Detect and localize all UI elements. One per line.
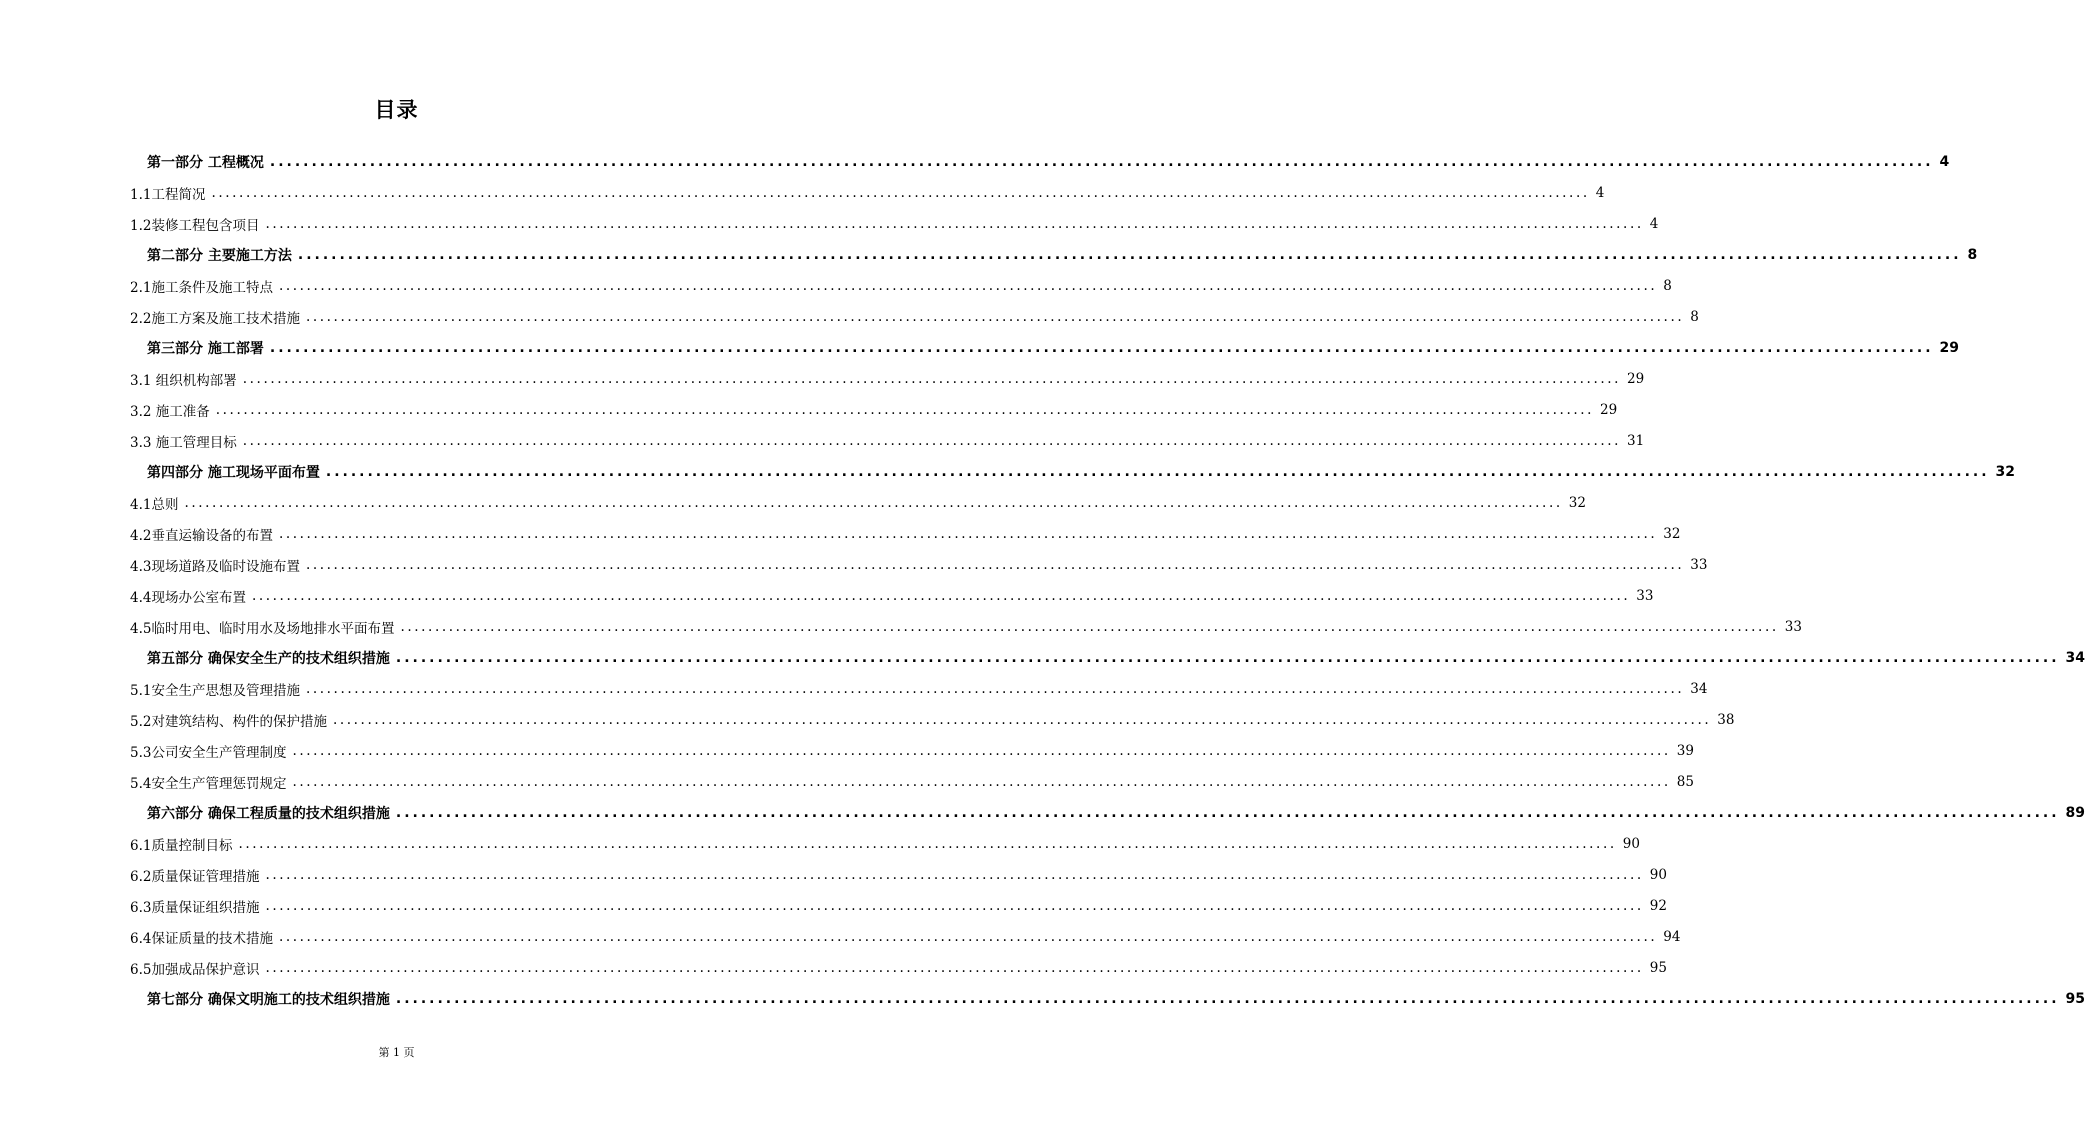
toc-entry-page: 33 — [1690, 556, 1708, 573]
toc-entry-page: 29 — [1939, 339, 1960, 356]
page-title: 目录 — [374, 98, 419, 122]
toc-section-entry[interactable] — [130, 952, 1667, 983]
toc-entry-page: 34 — [1690, 680, 1708, 697]
toc-entry-page: 95 — [1649, 959, 1667, 976]
toc-entry-label: 6.2质量保证管理措施 — [130, 868, 260, 885]
dot-leader: ........................................................................................................................................................................................................ — [269, 339, 1934, 356]
toc-entry-page: 94 — [1663, 928, 1681, 945]
toc-entry-label: 1.2装修工程包含项目 — [130, 217, 260, 234]
toc-section-entry[interactable] — [130, 394, 1618, 425]
toc-entry-label: 4.2垂直运输设备的布置 — [130, 527, 273, 544]
toc-entry-page: 33 — [1784, 618, 1802, 635]
toc-entry-label: 3.3 施工管理目标 — [130, 434, 237, 451]
page-number-footer: 第 1 页 — [378, 1046, 415, 1059]
dot-leader: ........................................................................................................................................................................................................ — [400, 618, 1779, 635]
toc-entry-label: 3.1 组织机构部署 — [130, 372, 237, 389]
toc-entry-label: 第三部分 施工部署 — [147, 340, 264, 357]
toc-entry-label: 2.1施工条件及施工特点 — [130, 279, 273, 296]
toc-part-entry[interactable] — [147, 797, 2085, 828]
toc-entry-page: 90 — [1649, 866, 1667, 883]
dot-leader: ........................................................................................................................................................................................................ — [395, 649, 2060, 666]
toc-part-entry[interactable] — [147, 332, 1960, 363]
dot-leader: ........................................................................................................................................................................................................ — [278, 277, 1658, 294]
toc-entry-page: 8 — [1690, 308, 1699, 325]
toc-entry-label: 5.4安全生产管理惩罚规定 — [130, 775, 287, 792]
toc-section-entry[interactable] — [130, 270, 1672, 301]
dot-leader: ........................................................................................................................................................................................................ — [269, 153, 1934, 170]
toc-section-entry[interactable] — [130, 704, 1735, 735]
toc-entry-page: 32 — [1663, 525, 1681, 542]
toc-part-entry[interactable] — [147, 456, 2016, 487]
toc-entry-label: 4.4现场办公室布置 — [130, 589, 246, 606]
toc-entry-label: 4.3现场道路及临时设施布置 — [130, 558, 300, 575]
toc-section-entry[interactable] — [130, 766, 1694, 797]
toc-section-entry[interactable] — [130, 921, 1681, 952]
toc-section-entry[interactable] — [130, 859, 1667, 890]
toc-section-entry[interactable] — [130, 487, 1586, 518]
toc-entry-label: 第六部分 确保工程质量的技术组织措施 — [147, 805, 390, 822]
toc-entry-page: 31 — [1627, 432, 1645, 449]
dot-leader: ........................................................................................................................................................................................................ — [215, 401, 1595, 418]
toc-entry-label: 第七部分 确保文明施工的技术组织措施 — [147, 991, 390, 1008]
toc-entry-label: 第四部分 施工现场平面布置 — [147, 464, 320, 481]
dot-leader: ........................................................................................................................................................................................................ — [292, 773, 1671, 790]
toc-entry-label: 6.4保证质量的技术措施 — [130, 930, 273, 947]
dot-leader: ........................................................................................................................................................................................................ — [332, 711, 1712, 728]
toc-entry-page: 89 — [2065, 804, 2085, 821]
toc-entry-page: 8 — [1967, 246, 1978, 263]
toc-part-entry[interactable] — [147, 642, 2085, 673]
toc-entry-label: 4.5临时用电、临时用水及场地排水平面布置 — [130, 620, 395, 637]
toc-entry-page: 85 — [1676, 773, 1694, 790]
toc-entry-label: 第二部分 主要施工方法 — [147, 247, 292, 264]
toc-section-entry[interactable] — [130, 208, 1659, 239]
toc-entry-page: 33 — [1636, 587, 1654, 604]
dot-leader: ........................................................................................................................................................................................................ — [305, 680, 1685, 697]
toc-entry-page: 8 — [1663, 277, 1672, 294]
toc-entry-page: 38 — [1717, 711, 1735, 728]
toc-entry-page: 4 — [1595, 184, 1605, 201]
dot-leader: ........................................................................................................................................................................................................ — [292, 742, 1671, 759]
dot-leader: ........................................................................................................................................................................................................ — [265, 897, 1644, 914]
dot-leader: ........................................................................................................................................................................................................ — [211, 184, 1590, 201]
toc-section-entry[interactable] — [130, 580, 1654, 611]
dot-leader: ........................................................................................................................................................................................................ — [265, 866, 1644, 883]
toc-entry-page: 4 — [1649, 215, 1659, 232]
dot-leader: ........................................................................................................................................................................................................ — [297, 246, 1962, 263]
dot-leader: ........................................................................................................................................................................................................ — [251, 587, 1631, 604]
toc-entry-label: 5.1安全生产思想及管理措施 — [130, 682, 300, 699]
dot-leader: ........................................................................................................................................................................................................ — [325, 463, 1990, 480]
toc-entry-label: 5.3公司安全生产管理制度 — [130, 744, 287, 761]
toc-entry-label: 6.5加强成品保护意识 — [130, 961, 260, 978]
toc-entry-label: 6.1质量控制目标 — [130, 837, 233, 854]
toc-entry-page: 32 — [1568, 494, 1586, 511]
toc-entry-page: 39 — [1676, 742, 1694, 759]
toc-part-entry[interactable] — [147, 239, 1978, 270]
toc-entry-page: 29 — [1600, 401, 1618, 418]
toc-part-entry[interactable] — [147, 146, 1950, 177]
toc-entry-page: 32 — [1995, 463, 2016, 480]
dot-leader: ........................................................................................................................................................................................................ — [184, 494, 1563, 511]
toc-section-entry[interactable] — [130, 611, 1802, 642]
toc-section-entry[interactable] — [130, 549, 1708, 580]
toc-section-entry[interactable] — [130, 518, 1681, 549]
toc-entry-page: 34 — [2065, 649, 2085, 666]
dot-leader: ........................................................................................................................................................................................................ — [395, 990, 2060, 1007]
dot-leader: ........................................................................................................................................................................................................ — [242, 370, 1622, 387]
toc-entry-label: 第五部分 确保安全生产的技术组织措施 — [147, 650, 390, 667]
dot-leader: ........................................................................................................................................................................................................ — [278, 525, 1658, 542]
toc-section-entry[interactable] — [130, 177, 1605, 208]
toc-entry-page: 4 — [1939, 153, 1950, 170]
dot-leader: ........................................................................................................................................................................................................ — [305, 556, 1685, 573]
toc-section-entry[interactable] — [130, 425, 1645, 456]
toc-entry-label: 第一部分 工程概况 — [147, 154, 264, 171]
toc-section-entry[interactable] — [130, 735, 1694, 766]
toc-entry-page: 90 — [1622, 835, 1640, 852]
toc-entry-label: 4.1总则 — [130, 496, 179, 513]
toc-section-entry[interactable] — [130, 673, 1708, 704]
toc-section-entry[interactable] — [130, 301, 1699, 332]
dot-leader: ........................................................................................................................................................................................................ — [278, 928, 1658, 945]
dot-leader: ........................................................................................................................................................................................................ — [305, 308, 1685, 325]
toc-entry-page: 95 — [2065, 990, 2085, 1007]
toc-entry-label: 2.2施工方案及施工技术措施 — [130, 310, 300, 327]
dot-leader: ........................................................................................................................................................................................................ — [242, 432, 1622, 449]
toc-entry-page: 92 — [1649, 897, 1667, 914]
dot-leader: ........................................................................................................................................................................................................ — [265, 215, 1644, 232]
dot-leader: ........................................................................................................................................................................................................ — [265, 959, 1644, 976]
dot-leader: ........................................................................................................................................................................................................ — [395, 804, 2060, 821]
toc-entry-label: 3.2 施工准备 — [130, 403, 210, 420]
toc-section-entry[interactable] — [130, 363, 1645, 394]
toc-part-entry[interactable] — [147, 983, 2085, 1014]
toc-entry-page: 29 — [1627, 370, 1645, 387]
toc-entry-label: 5.2对建筑结构、构件的保护措施 — [130, 713, 327, 730]
toc-section-entry[interactable] — [130, 828, 1640, 859]
toc-entry-label: 1.1工程简况 — [130, 186, 206, 203]
toc-section-entry[interactable] — [130, 890, 1667, 921]
toc-entry-label: 6.3质量保证组织措施 — [130, 899, 260, 916]
dot-leader: ........................................................................................................................................................................................................ — [238, 835, 1617, 852]
